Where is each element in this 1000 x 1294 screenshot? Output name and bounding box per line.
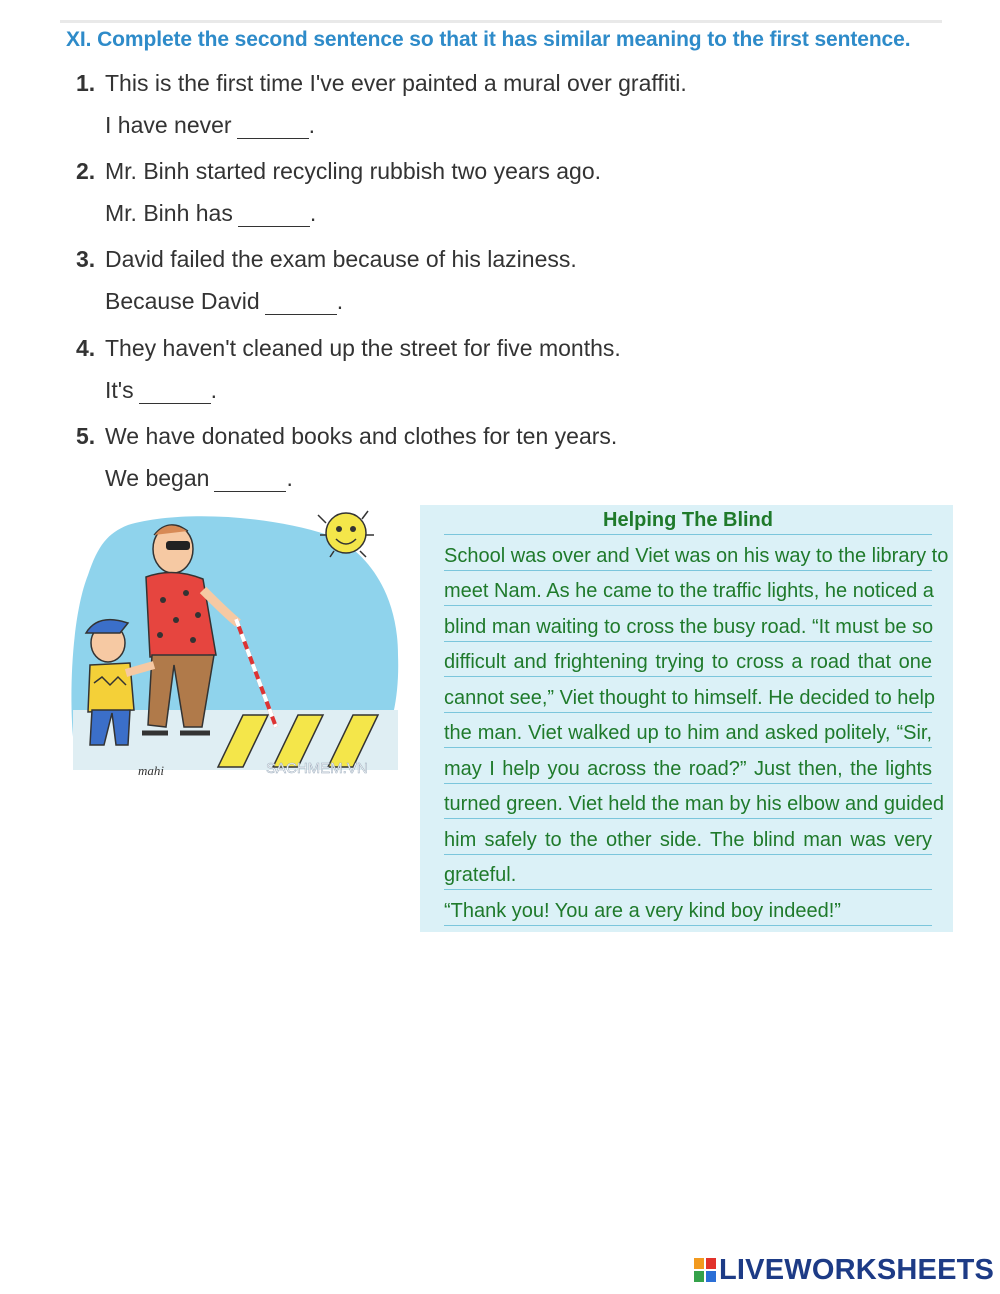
item-number: 3. <box>76 246 96 272</box>
story-line: blind man waiting to cross the busy road. “It must be so <box>444 614 932 642</box>
top-divider <box>60 20 942 23</box>
item-number: 5. <box>76 423 96 449</box>
exercise-heading: XI. Complete the second sentence so that it has similar meaning to the first sentence. <box>66 28 911 51</box>
story-title: Helping The Blind <box>444 509 932 535</box>
story-line: may I help you across the road?” Just then, the lights <box>444 756 932 784</box>
story-line: meet Nam. As he came to the traffic lights, he noticed a <box>444 578 932 606</box>
sentence-end: . <box>286 465 293 491</box>
story-line: difficult and frightening trying to cross a road that one <box>444 649 932 677</box>
exercise-item-5 <box>76 423 617 492</box>
original-sentence: They haven't cleaned up the street for five months. <box>105 335 621 361</box>
sentence-end: . <box>308 112 315 138</box>
rewrite-prompt: I have never <box>105 112 232 138</box>
watermark-text: SACHMEM.VN <box>266 760 368 777</box>
rewrite-prompt: Mr. Binh has <box>105 200 233 226</box>
answer-blank-3[interactable] <box>265 290 337 315</box>
story-panel <box>420 505 953 932</box>
item-number: 1. <box>76 70 96 96</box>
original-sentence: We have donated books and clothes for ten years. <box>105 423 618 449</box>
answer-blank-5[interactable] <box>214 467 286 492</box>
liveworksheets-logo-text: LIVEWORKSHEETS <box>719 1253 995 1286</box>
artist-signature: mahi <box>138 763 164 777</box>
answer-blank-4[interactable] <box>139 379 211 404</box>
illustration-blind-man-crossing <box>68 505 403 777</box>
story-line: “Thank you! You are a very kind boy indeed!” <box>444 898 932 926</box>
rewrite-prompt: It's <box>105 377 134 403</box>
liveworksheets-logo-icon <box>694 1258 716 1282</box>
exercise-item-4 <box>76 335 621 404</box>
sentence-end: . <box>336 288 344 314</box>
exercise-item-2 <box>76 158 601 227</box>
original-sentence: This is the first time I've ever painted a mural over graffiti. <box>105 70 687 96</box>
rewrite-prompt: Because David <box>105 288 260 314</box>
story-line: him safely to the other side. The blind man was very <box>444 827 932 855</box>
liveworksheets-logo <box>694 1254 994 1286</box>
story-line: turned green. Viet held the man by his elbow and guided <box>444 791 932 819</box>
rewrite-prompt: We began <box>105 465 210 491</box>
story-line: cannot see,” Viet thought to himself. He decided to help <box>444 685 932 713</box>
story-line: grateful. <box>444 862 932 890</box>
item-number: 2. <box>76 158 96 184</box>
answer-blank-1[interactable] <box>237 114 309 139</box>
item-number: 4. <box>76 335 96 361</box>
story-line: School was over and Viet was on his way to the library to <box>444 543 932 571</box>
sentence-end: . <box>309 200 317 226</box>
answer-blank-2[interactable] <box>238 202 310 227</box>
exercise-item-3 <box>76 246 577 315</box>
sentence-end: . <box>210 377 218 403</box>
original-sentence: David failed the exam because of his laziness. <box>105 246 577 272</box>
exercise-item-1 <box>76 70 687 139</box>
story-line: the man. Viet walked up to him and asked politely, “Sir, <box>444 720 932 748</box>
original-sentence: Mr. Binh started recycling rubbish two years ago. <box>105 158 602 184</box>
